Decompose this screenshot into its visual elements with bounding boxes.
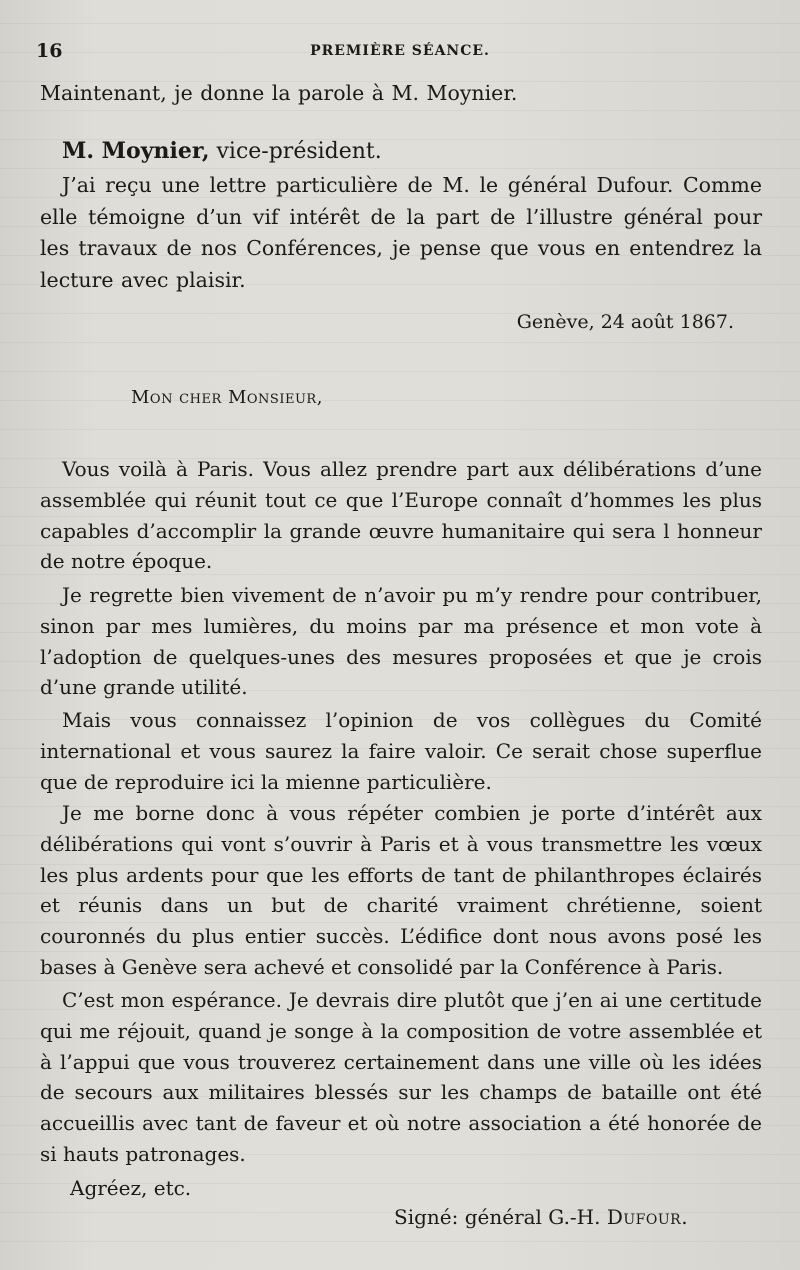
intro-paragraph: Maintenant, je donne la parole à M. Moynier. <box>40 81 518 105</box>
speaker-name: M. Moynier, <box>62 138 210 164</box>
letter-signature <box>394 1205 688 1229</box>
letter-paragraph: Mais vous connaissez l’opinion de vos collègues du Comité international et vous saurez la faire valoir. Ce serait chose superflue que de reproduire ici la mienne particulière. <box>40 708 762 794</box>
letter-paragraph: Vous voilà à Paris. Vous allez prendre part aux délibérations d’une assemblée qui réunit tout ce que l’Europe connaît d’hommes les plus capables d’accomplir la grande œuvre humanitaire qui sera l honneur de notre époque. <box>40 457 762 574</box>
letter-closing: Agréez, etc. <box>70 1176 192 1200</box>
speech-paragraph: J’ai reçu une lettre particulière de M. le général Dufour. Comme elle témoigne d’un vif intérêt de la part de l’illustre général pour les travaux de nos Conférences, je pense que vous en entendrez la lecture avec plaisir. <box>40 173 762 292</box>
letter-paragraph: Je regrette bien vivement de n’avoir pu m’y rendre pour contribuer, sinon par mes lumières, du moins par ma présence et mon vote à l’adoption de quelques-unes des mesures proposées et que je crois d’une grande utilité. <box>40 583 762 700</box>
letter-paragraph: Je me borne donc à vous répéter combien je porte d’intérêt aux délibérations qui vont s’ouvrir à Paris et à vous transmettre les vœux les plus ardents pour que les efforts de tant de philanthropes éclairés et réunis dans un but de charité vraiment chrétienne, soient couronnés du plus entier succès. L’édifice dont nous avons posé les bases à Genève sera achevé et consolidé par la Conférence à Paris. <box>40 801 762 979</box>
speaker-heading <box>62 136 382 167</box>
page-number: 16 <box>36 40 63 62</box>
page-header <box>36 40 764 60</box>
speaker-title: vice-président. <box>209 139 382 164</box>
running-head: PREMIÈRE SÉANCE. <box>310 43 490 59</box>
signature-name: Dufour. <box>606 1205 689 1229</box>
letter-salutation: Mon cher Monsieur, <box>131 387 323 408</box>
signature-prefix: Signé: général G.-H. <box>394 1205 607 1229</box>
letter-paragraph: C’est mon espérance. Je devrais dire plutôt que j’en ai une certitude qui me réjouit, quand je songe à la composition de votre assemblée et à l’appui que vous trouverez certainement dans une ville où les idées de secours aux militaires blessés sur les champs de bataille ont été accueillis avec tant de faveur et où notre association a été honorée de si hauts patronages. <box>40 988 762 1166</box>
letter-dateline: Genève, 24 août 1867. <box>516 311 734 333</box>
